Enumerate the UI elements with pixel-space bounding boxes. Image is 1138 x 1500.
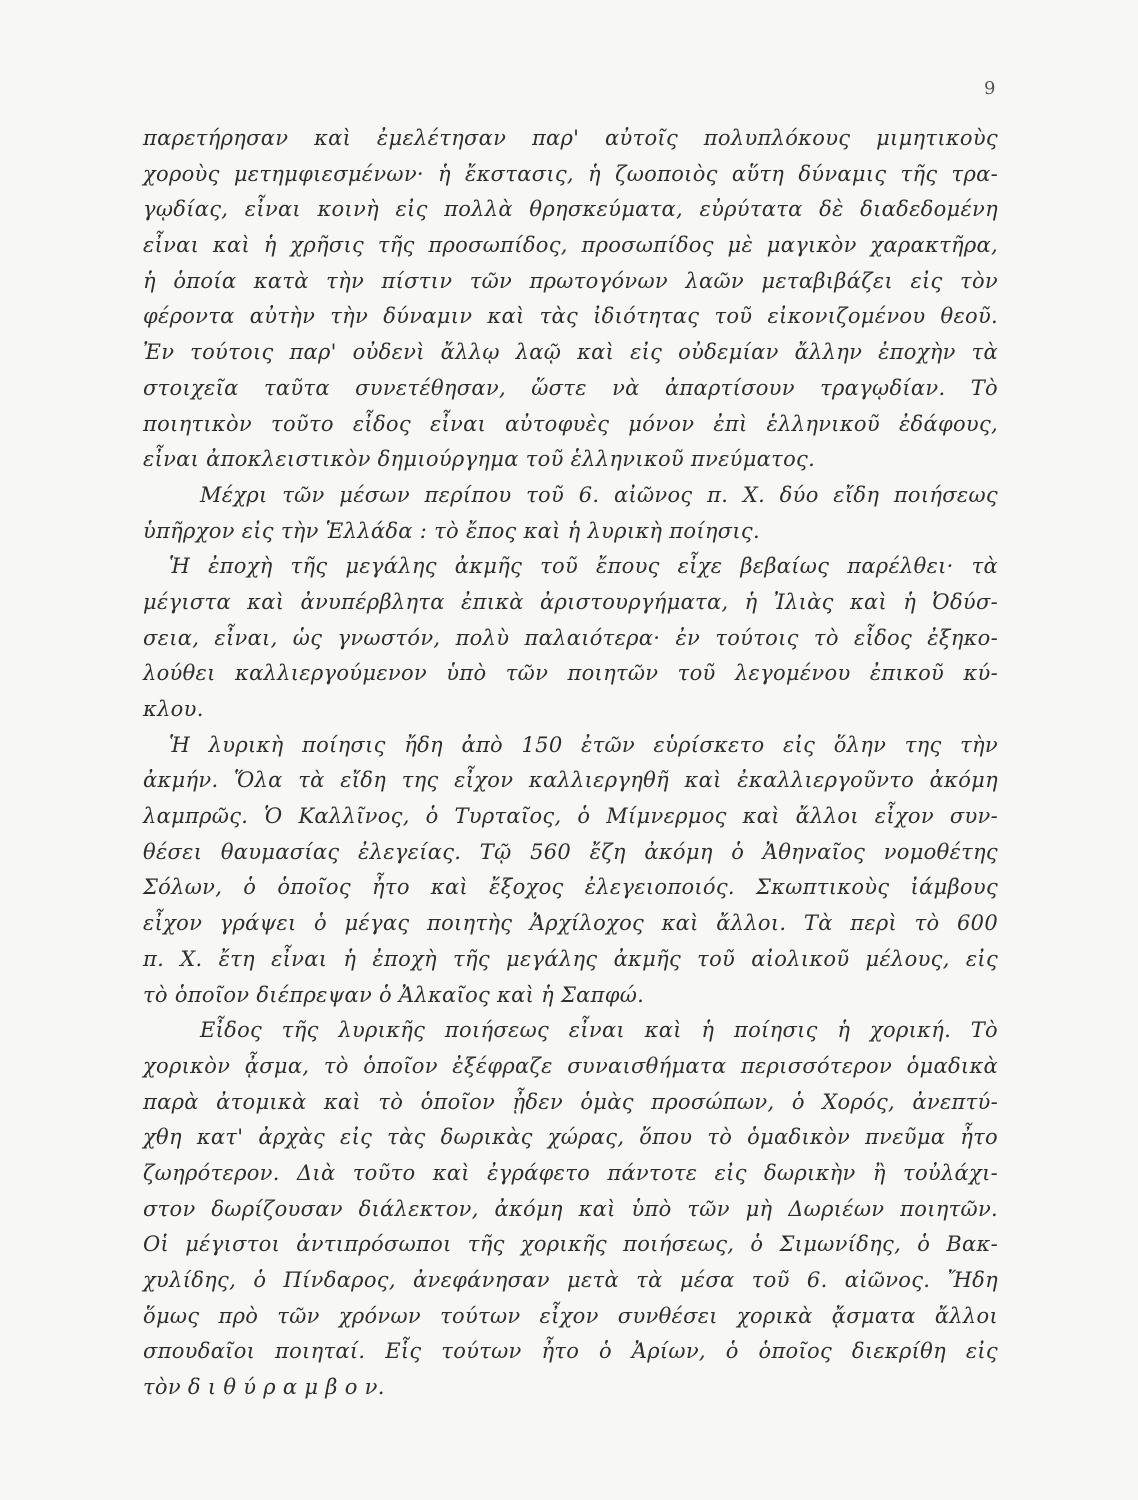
text-line: Οἱ μέγιστοι ἀντιπρόσωποι τῆς χορικῆς ποιήσεως, ὁ Σιμωνίδης, ὁ Βακ- bbox=[143, 1232, 998, 1257]
text-line: Ἡ λυρικὴ ποίησις ἤδη ἀπὸ 150 ἐτῶν εὑρίσκετο εἰς ὅλην της τὴν bbox=[169, 732, 998, 757]
text-line: Εἶδος τῆς λυρικῆς ποιήσεως εἶναι καὶ ἡ ποίησις ἡ χορική. Τὸ bbox=[200, 1018, 998, 1043]
text-line: σεια, εἶναι, ὡς γνωστόν, πολὺ παλαιότερα· ἐν τούτοις τὸ εἶδος ἐξηκο- bbox=[143, 625, 998, 650]
text-line: χυλίδης, ὁ Πίνδαρος, ἀνεφάνησαν μετὰ τὰ μέσα τοῦ 6. αἰῶνος. Ἤδη bbox=[143, 1268, 998, 1292]
text-line: ζωηρότερον. Διὰ τοῦτο καὶ ἐγράφετο πάντοτε εἰς δωρικὴν ἢ τοὐλάχι- bbox=[143, 1160, 998, 1185]
text-line: εἶναι καὶ ἡ χρῆσις τῆς προσωπίδος, προσωπίδος μὲ μαγικὸν χαρακτῆρα, bbox=[143, 233, 998, 258]
text-line: ὑπῆρχον εἰς τὴν Ἑλλάδα : τὸ ἔπος καὶ ἡ λυρικὴ ποίησις. bbox=[143, 518, 760, 543]
text-line: χοροὺς μετημφιεσμένων· ἡ ἔκστασις, ἡ ζωοποιὸς αὕτη δύναμις τῆς τρα- bbox=[143, 161, 998, 186]
text-line: ἀκμήν. Ὅλα τὰ εἴδη της εἶχον καλλιεργηθῆ καὶ ἐκαλλιεργοῦντο ἀκόμη bbox=[143, 768, 998, 793]
text-line: γῳδίας, εἶναι κοινὴ εἰς πολλὰ θρησκεύματα, εὐρύτατα δὲ διαδεδομένη bbox=[143, 197, 998, 222]
body-text bbox=[143, 121, 998, 1406]
text-line: παρετήρησαν καὶ ἐμελέτησαν παρ' αὐτοῖς πολυπλόκους μιμητικοὺς bbox=[143, 126, 998, 150]
text-line: ὅμως πρὸ τῶν χρόνων τούτων εἶχον συνθέσει χορικὰ ᾄσματα ἄλλοι bbox=[143, 1303, 998, 1328]
text-line: θέσει θαυμασίας ἐλεγείας. Τῷ 560 ἔζη ἀκόμη ὁ Ἀθηναῖος νομοθέτης bbox=[143, 839, 998, 864]
text-line: λαμπρῶς. Ὁ Καλλῖνος, ὁ Τυρταῖος, ὁ Μίμνερμος καὶ ἄλλοι εἶχον συν- bbox=[143, 804, 998, 829]
page-number: 9 bbox=[984, 78, 996, 99]
text-line: χορικὸν ᾆσμα, τὸ ὁποῖον ἐξέφραζε συναισθήματα περισσότερον ὁμαδικὰ bbox=[143, 1053, 998, 1078]
text-line: μέγιστα καὶ ἀνυπέρβλητα ἐπικὰ ἀριστουργήματα, ἡ Ἰλιὰς καὶ ἡ Ὀδύσ- bbox=[143, 589, 998, 614]
text-line: παρὰ ἀτομικὰ καὶ τὸ ὁποῖον ᾖδεν ὁμὰς προσώπων, ὁ Χορός, ἀνεπτύ- bbox=[143, 1089, 998, 1114]
text-line: ἡ ὁποία κατὰ τὴν πίστιν τῶν πρωτογόνων λαῶν μεταβιβάζει εἰς τὸν bbox=[143, 268, 998, 293]
text-line: Μέχρι τῶν μέσων περίπου τοῦ 6. αἰῶνος π. Χ. δύο εἴδη ποιήσεως bbox=[200, 482, 998, 507]
text-line: π. Χ. ἔτη εἶναι ἡ ἐποχὴ τῆς μεγάλης ἀκμῆς τοῦ αἰολικοῦ μέλους, εἰς bbox=[143, 946, 998, 971]
text-line: τὸ ὁποῖον διέπρεψαν ὁ Ἀλκαῖος καὶ ἡ Σαπφώ. bbox=[143, 982, 645, 1007]
text-line: Ἡ ἐποχὴ τῆς μεγάλης ἀκμῆς τοῦ ἔπους εἶχε βεβαίως παρέλθει· τὰ bbox=[169, 554, 998, 579]
text-line: χθη κατ' ἀρχὰς εἰς τὰς δωρικὰς χώρας, ὅπου τὸ ὁμαδικὸν πνεῦμα ἦτο bbox=[143, 1125, 998, 1150]
text-line: Ἐν τούτοις παρ' οὐδενὶ ἄλλῳ λαῷ καὶ εἰς οὐδεμίαν ἄλλην ἐποχὴν τὰ bbox=[143, 340, 998, 365]
text-line: ποιητικὸν τοῦτο εἶδος εἶναι αὐτοφυὲς μόνον ἐπὶ ἑλληνικοῦ ἐδάφους, bbox=[143, 411, 998, 436]
text-line: εἶχον γράψει ὁ μέγας ποιητὴς Ἀρχίλοχος καὶ ἄλλοι. Τὰ περὶ τὸ 600 bbox=[143, 911, 998, 936]
text-line: τὸν δ ι θ ύ ρ α μ β ο ν. bbox=[143, 1375, 385, 1400]
text-line: σπουδαῖοι ποιηταί. Εἷς τούτων ἦτο ὁ Ἀρίων, ὁ ὁποῖος διεκρίθη εἰς bbox=[143, 1339, 998, 1364]
text-line: εἶναι ἀποκλειστικὸν δημιούργημα τοῦ ἑλληνικοῦ πνεύματος. bbox=[143, 447, 816, 472]
text-line: στον δωρίζουσαν διάλεκτον, ἀκόμη καὶ ὑπὸ τῶν μὴ Δωριέων ποιητῶν. bbox=[143, 1196, 998, 1221]
text-line: στοιχεῖα ταῦτα συνετέθησαν, ὥστε νὰ ἀπαρτίσουν τραγῳδίαν. Τὸ bbox=[143, 375, 998, 400]
text-line: λούθει καλλιεργούμενον ὑπὸ τῶν ποιητῶν τοῦ λεγομένου ἐπικοῦ κύ- bbox=[143, 661, 998, 686]
text-line: κλου. bbox=[143, 697, 204, 721]
text-line: Σόλων, ὁ ὁποῖος ἦτο καὶ ἔξοχος ἐλεγειοποιός. Σκωπτικοὺς ἰάμβους bbox=[143, 875, 998, 900]
text-line: φέροντα αὐτὴν τὴν δύναμιν καὶ τὰς ἰδιότητας τοῦ εἰκονιζομένου θεοῦ. bbox=[143, 304, 998, 329]
